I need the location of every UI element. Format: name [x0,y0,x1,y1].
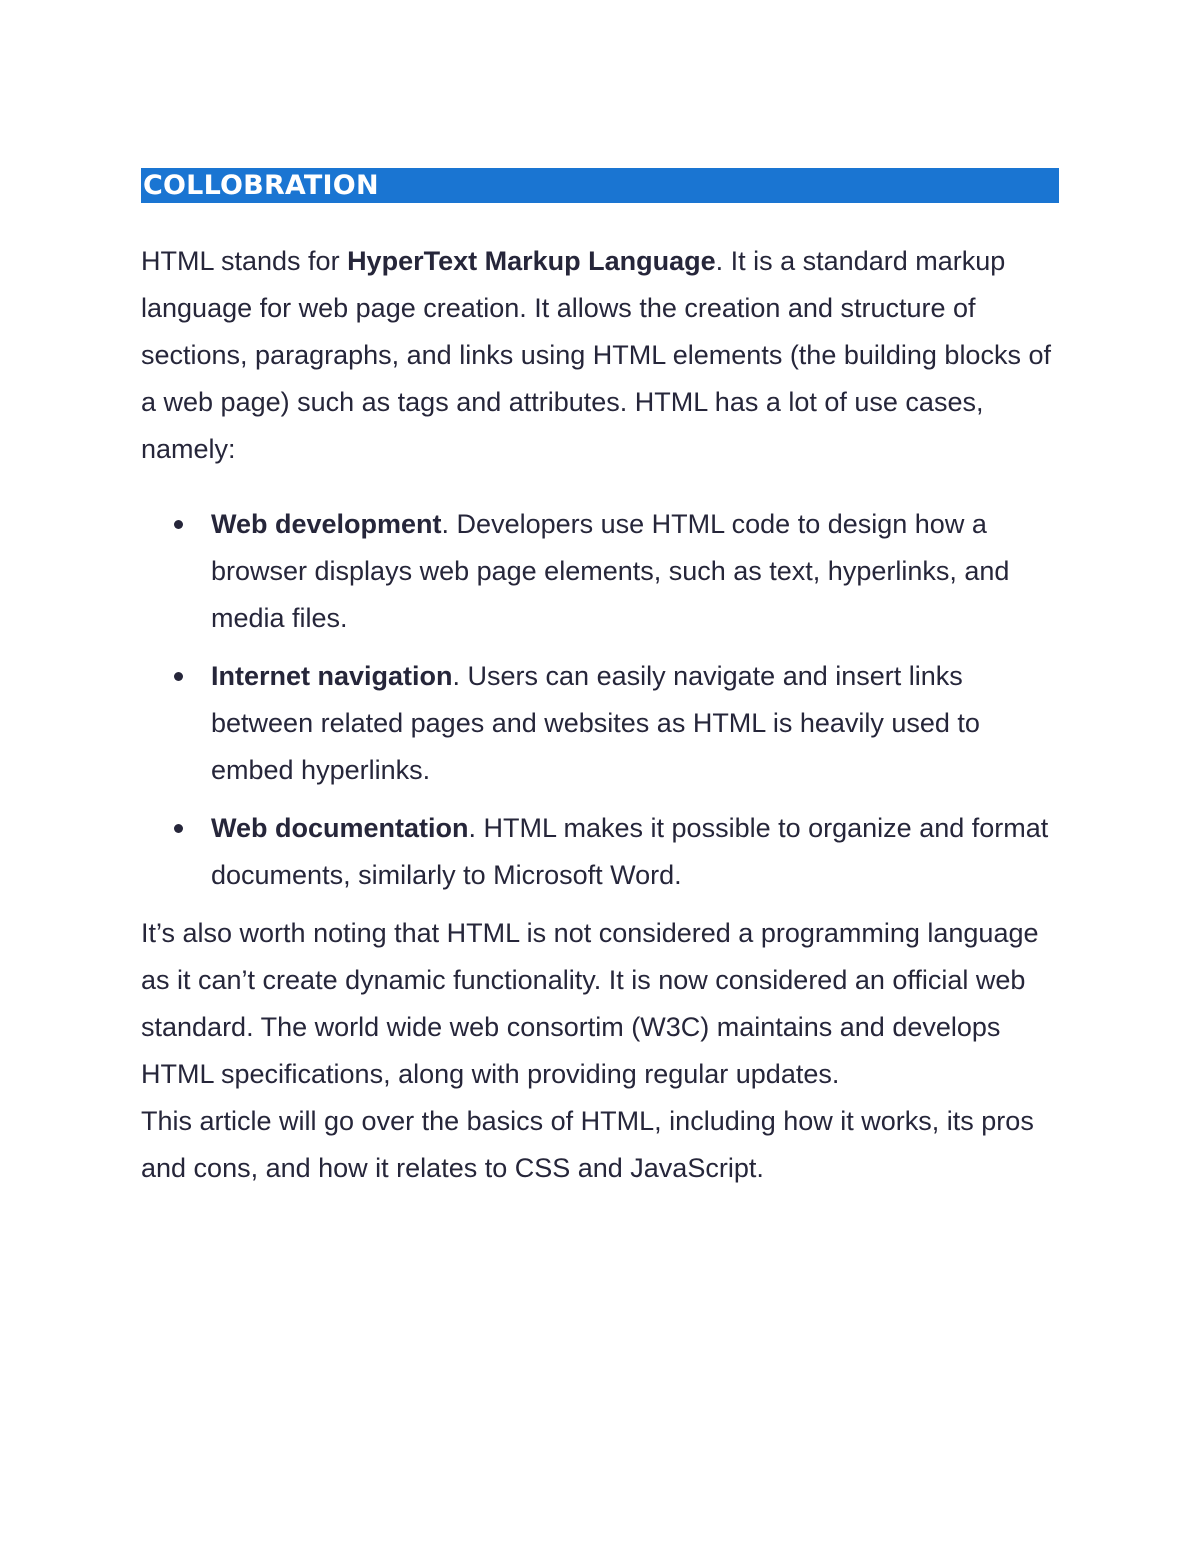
section-heading-bar [141,168,1059,203]
use-cases-list [141,501,1061,899]
document-body [141,238,1061,1192]
list-item [141,501,1061,642]
bullet-icon [174,672,183,681]
intro-text-post: . It is a standard markup language for web page creation. It allows the creation and structure of sections, paragraphs, and links using HTML elements (the building blocks of a web page) such as tags and attributes. HTML has a lot of use cases, namely: [141,246,1051,464]
bullet-icon [174,824,183,833]
intro-text-pre: HTML stands for [141,246,348,276]
intro-bold-term: HyperText Markup Language [347,246,716,276]
article-overview-paragraph: This article will go over the basics of HTML, including how it works, its pros and cons, and how it relates to CSS and JavaScript. [141,1106,1034,1183]
list-item-term: Internet navigation [211,661,453,691]
intro-paragraph [141,238,1061,473]
section-heading: COLLOBRATION [143,170,379,201]
list-item-text: . HTML makes it possible to organize and format documents, similarly to Microsoft Word. [211,813,1049,890]
bullet-icon [174,520,183,529]
list-item-term: Web documentation [211,813,469,843]
list-item-term: Web development [211,509,442,539]
list-item [141,805,1061,899]
list-item-text: . Users can easily navigate and insert links between related pages and websites as HTML is heavily used to embed hyperlinks. [211,661,980,785]
w3c-paragraph: It’s also worth noting that HTML is not considered a programming language as it can’t create dynamic functionality. It is now considered an official web standard. The world wide web consortim (W3C) maintains and develops HTML specifications, along with providing regular updates. [141,918,1039,1089]
list-item [141,653,1061,794]
list-item-text: . Developers use HTML code to design how a browser displays web page elements, such as text, hyperlinks, and media files. [211,509,1010,633]
